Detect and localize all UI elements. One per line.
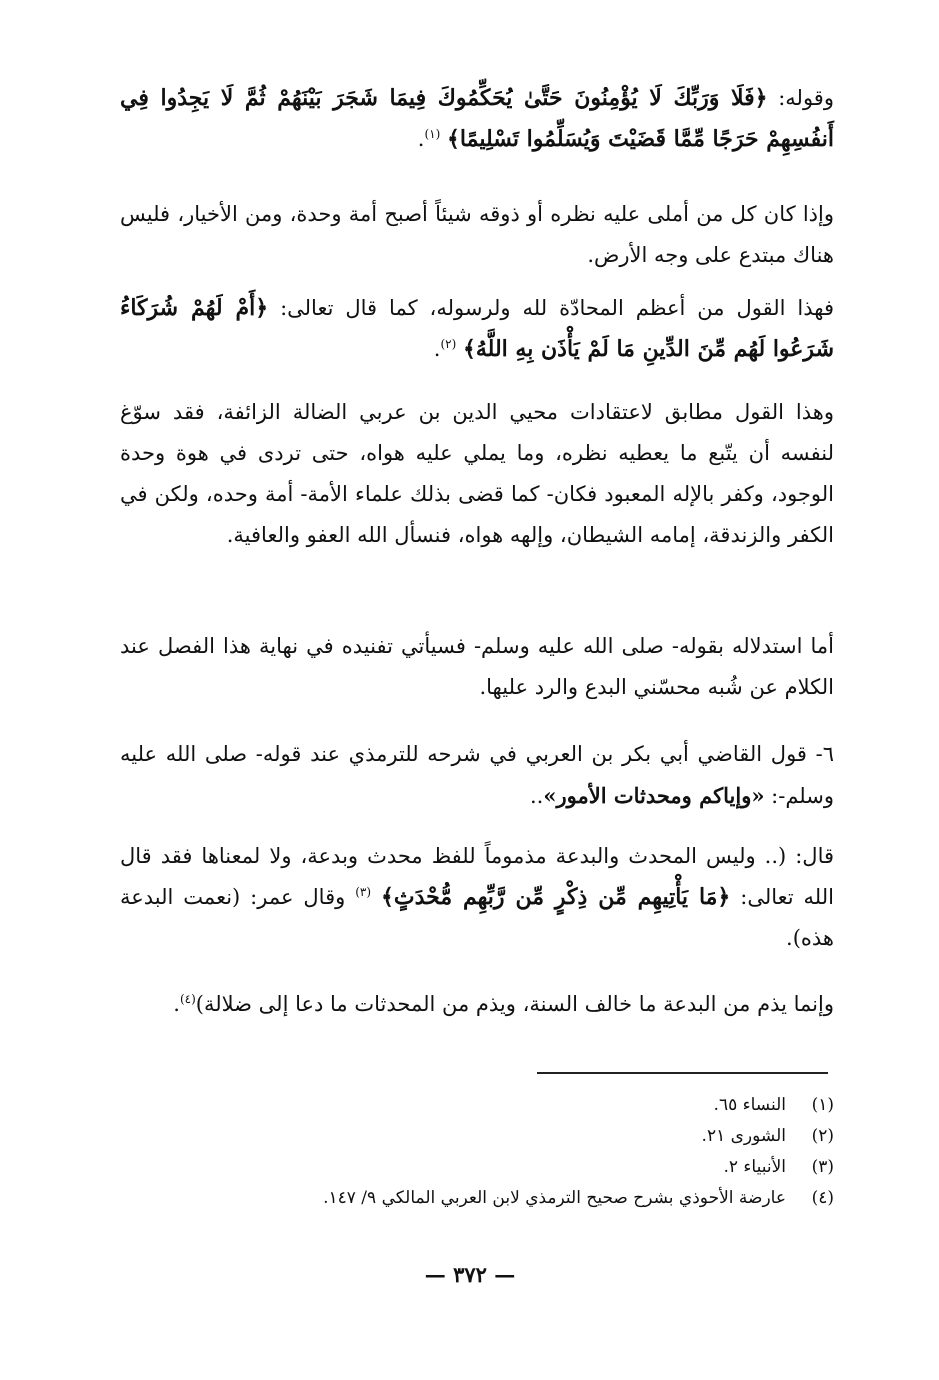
footnote-ref-2: (٢) — [440, 337, 457, 351]
paragraph-4: وهذا القول مطابق لاعتقادات محيي الدين بن عربي الضالة الزائفة، فقد سوّغ لنفسه أن يتّبع ما يعطيه نظره، وما يملي عليه هواه، حتى تردى في هوة وحدة الوجود، وكفر بالإله المعبود فكان- كما قضى بذلك علماء الأمة- أمة وحده، ولكن في الكفر والزندقة، إمامه الشيطان، وإلهه هواه، فنسأل الله العفو والعافية. — [120, 400, 834, 547]
footnote-2 — [200, 1121, 834, 1152]
paragraph-8-tail: . — [173, 992, 180, 1016]
hadith-quote: «وإياكم ومحدثات الأمور» — [543, 783, 765, 808]
footnote-ref-4: (٤) — [179, 992, 196, 1006]
paragraph-6 — [120, 734, 834, 817]
paragraph-1 — [120, 78, 834, 160]
paragraph-2: وإذا كان كل من أملى عليه نظره أو ذوقه شيئاً أصبح أمة وحدة، ومن الأخيار، فليس هناك مبتدع على وجه الأرض. — [120, 202, 834, 267]
paragraph-1-intro: وقوله: — [778, 86, 834, 110]
footnote-text: النساء ٦٥. — [713, 1095, 786, 1115]
paragraph-6-tail: .. — [530, 784, 544, 808]
paragraph-5: أما استدلاله بقوله- صلى الله عليه وسلم- فسيأتي تفنيده في نهاية هذا الفصل عند الكلام عن شُبه محسّني البدع والرد عليها. — [120, 634, 834, 699]
paragraph-7-tail: وقال عمر: (نعمت البدعة هذه). — [120, 885, 834, 950]
footnotes — [200, 1090, 834, 1214]
footnote-number: (٤) — [811, 1188, 834, 1208]
footnote-3 — [200, 1152, 834, 1183]
footnote-ref-3: (٣) — [355, 885, 372, 899]
footnote-text: عارضة الأحوذي بشرح صحيح الترمذي لابن العربي المالكي ٩/ ١٤٧. — [323, 1188, 786, 1208]
quran-verse-3: ﴿مَا يَأْتِيهِم مِّن ذِكْرٍ مِّن رَّبِّهِم مُّحْدَثٍ﴾ — [380, 884, 731, 910]
quran-verse-1: ﴿فَلَا وَرَبِّكَ لَا يُؤْمِنُونَ حَتَّىٰ يُحَكِّمُوكَ فِيمَا شَجَرَ بَيْنَهُمْ ثُمَّ لَا يَجِدُوا فِي أَنفُسِهِمْ حَرَجًا مِّمَّا قَضَيْتَ وَيُسَلِّمُوا تَسْلِيمًا﴾ — [120, 85, 834, 152]
paragraph-8 — [120, 984, 834, 1025]
footnote-text: الشورى ٢١. — [701, 1126, 786, 1146]
footnote-text: الأنبياء ٢. — [723, 1157, 786, 1177]
paragraph-7-intro: قال: (.. وليس المحدث والبدعة مذموماً للفظ محدث وبدعة، ولا لمعناها فقد قال الله تعالى: — [120, 844, 834, 909]
footnote-ref-1: (١) — [424, 127, 441, 141]
footnote-4 — [200, 1183, 834, 1214]
footnote-number: (٣) — [811, 1157, 834, 1177]
paragraph-1-tail: . — [417, 127, 425, 151]
paragraph-3-intro: فهذا القول من أعظم المحادّة لله ولرسوله، كما قال تعالى: — [280, 296, 834, 320]
footnote-divider — [537, 1072, 828, 1074]
footnote-1 — [200, 1090, 834, 1121]
paragraph-6-intro: ٦- قول القاضي أبي بكر بن العربي في شرحه للترمذي عند قوله- صلى الله عليه وسلم-: — [120, 742, 834, 808]
quran-verse-2: ﴿أَمْ لَهُمْ شُرَكَاءُ شَرَعُوا لَهُم مِّنَ الدِّينِ مَا لَمْ يَأْذَن بِهِ اللَّهُ﴾ — [120, 295, 834, 362]
paragraph-3-tail: . — [433, 337, 441, 361]
paragraph-8-intro: وإنما يذم من البدعة ما خالف السنة، ويذم من المحدثات ما دعا إلى ضلالة) — [195, 992, 834, 1016]
paragraph-3 — [120, 288, 834, 370]
footnote-number: (١) — [811, 1095, 834, 1115]
page-number: — ٣٧٢ — — [424, 1262, 516, 1287]
footnote-number: (٢) — [811, 1126, 834, 1146]
paragraph-7 — [120, 836, 834, 959]
